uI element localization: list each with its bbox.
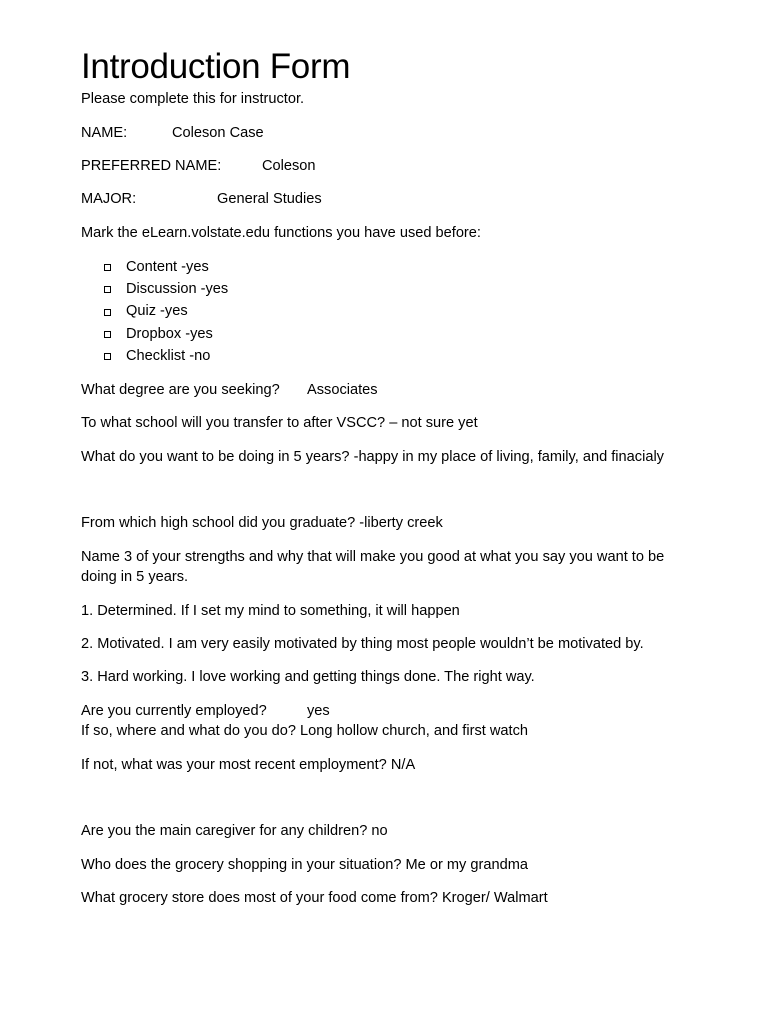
name-field-label: NAME: [81, 125, 128, 141]
square-bullet-icon [104, 331, 111, 338]
elearn-prompt: Mark the eLearn.volstate.edu functions you have used before: [81, 225, 481, 241]
list-item-text: Quiz -yes [126, 303, 188, 320]
square-bullet-icon [104, 309, 111, 316]
list-item-text: Dropbox -yes [126, 325, 213, 342]
grocery-store-question: What grocery store does most of your food come from? Kroger/ Walmart [81, 890, 548, 906]
degree-question: What degree are you seeking? [81, 382, 280, 398]
list-item-text: Checklist -no [126, 347, 211, 364]
strength-item-1: 1. Determined. If I set my mind to something, it will happen [81, 603, 460, 619]
form-title: Introduction Form [81, 47, 351, 86]
list-item-text: Discussion -yes [126, 281, 229, 298]
square-bullet-icon [104, 286, 111, 293]
caregiver-question: Are you the main caregiver for any children? no [81, 823, 388, 839]
elearn-function-list [104, 256, 228, 367]
list-item [104, 278, 228, 300]
strength-item-2: 2. Motivated. I am very easily motivated by thing most people wouldn’t be motivated by. [81, 636, 644, 652]
degree-answer: Associates [307, 382, 378, 398]
square-bullet-icon [104, 353, 111, 360]
list-item [104, 323, 228, 345]
five-years-question: What do you want to be doing in 5 years? -happy in my place of living, family, and finacialy [81, 449, 664, 465]
grocery-shopping-question: Who does the grocery shopping in your situation? Me or my grandma [81, 857, 528, 873]
major-value: General Studies [217, 191, 322, 207]
employed-question: Are you currently employed? [81, 703, 267, 719]
employed-answer: yes [307, 703, 330, 719]
strengths-prompt: Name 3 of your strengths and why that will make you good at what you say you want to be doing in 5 years. [81, 549, 665, 585]
strength-item-3: 3. Hard working. I love working and getting things done. The right way. [81, 669, 535, 685]
name-field-value: Coleson Case [172, 125, 264, 141]
square-bullet-icon [104, 264, 111, 271]
list-item [104, 300, 228, 322]
preferred-name-label: PREFERRED NAME: [81, 158, 222, 174]
transfer-question: To what school will you transfer to after VSCC? – not sure yet [81, 415, 478, 431]
high-school-question: From which high school did you graduate? -liberty creek [81, 515, 443, 531]
employment-where-question: If so, where and what do you do? Long hollow church, and first watch [81, 723, 528, 739]
recent-employment-question: If not, what was your most recent employment? N/A [81, 757, 416, 773]
major-label: MAJOR: [81, 191, 137, 207]
preferred-name-value: Coleson [262, 158, 316, 174]
list-item [104, 256, 228, 278]
list-item-text: Content -yes [126, 259, 209, 275]
form-subtitle: Please complete this for instructor. [81, 91, 305, 107]
list-item [104, 345, 228, 367]
